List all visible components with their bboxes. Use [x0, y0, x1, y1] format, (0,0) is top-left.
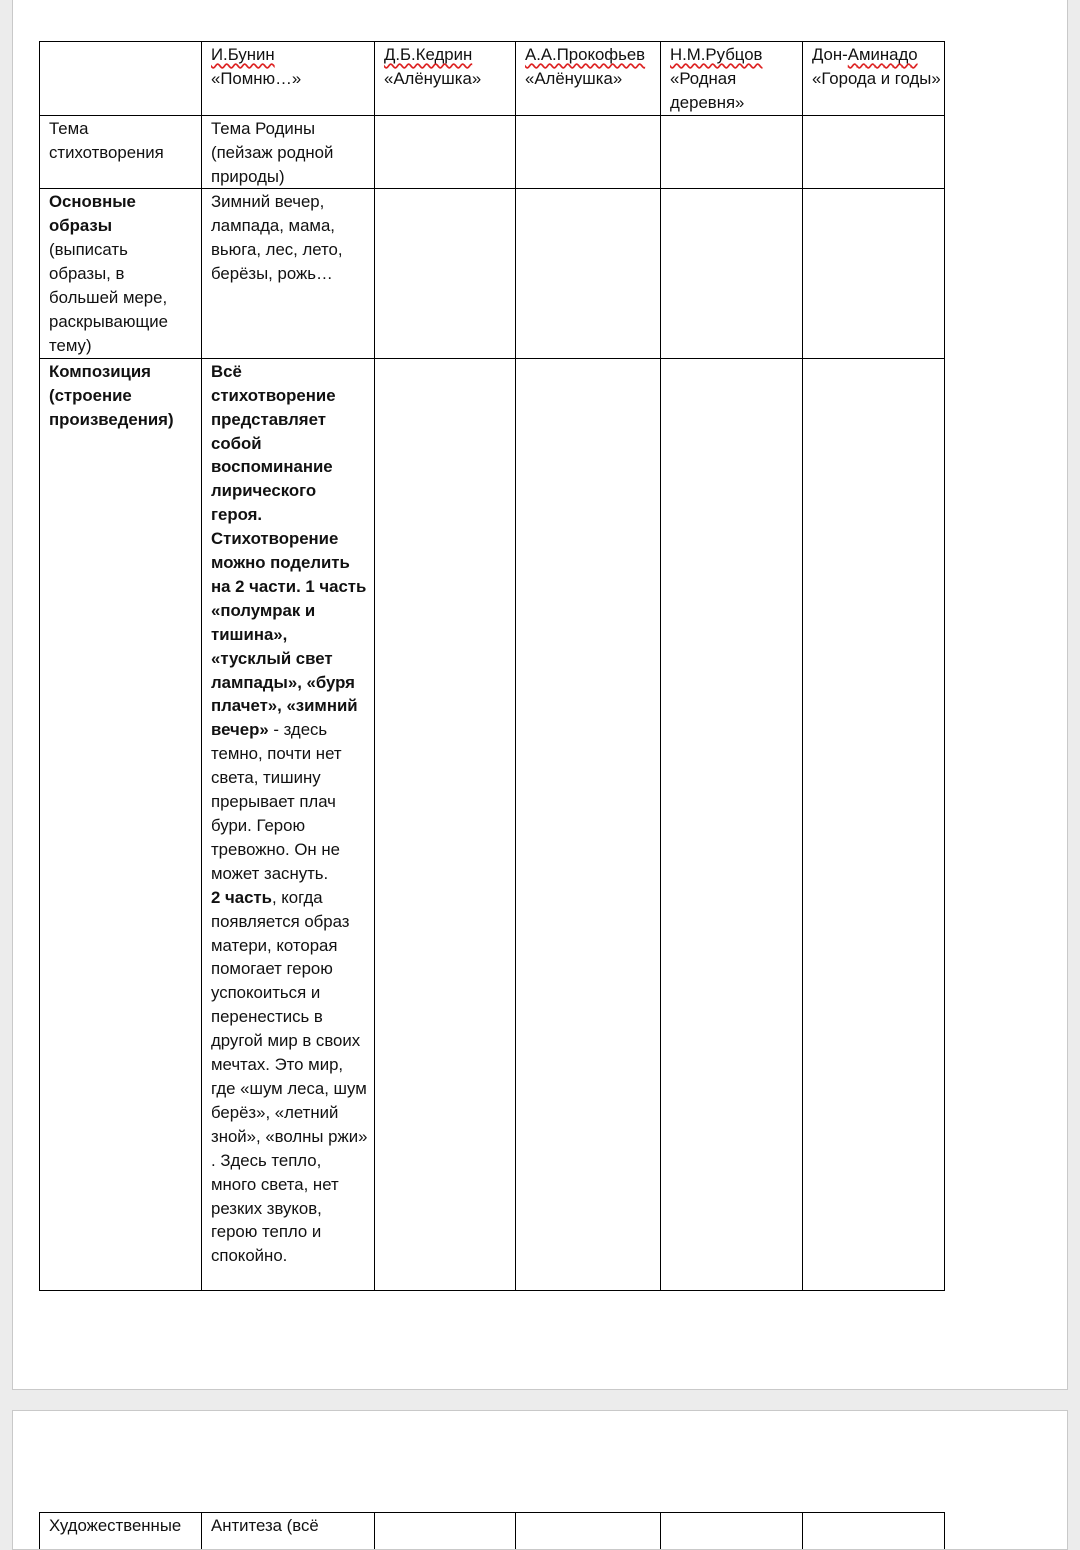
- cell-images-don-aminado[interactable]: [803, 189, 945, 358]
- header-poem-title: «Алёнушка»: [525, 69, 622, 88]
- cell-artistic-don-aminado[interactable]: [803, 1513, 945, 1550]
- header-author: Д.Б.Кедрин: [384, 45, 472, 64]
- cell-artistic-rubtsov[interactable]: [661, 1513, 803, 1550]
- table-row-theme: [40, 115, 945, 189]
- cell-artistic-prokofiev[interactable]: [516, 1513, 661, 1550]
- comparison-table: [39, 41, 945, 1291]
- table-row-images: [40, 189, 945, 358]
- comparison-table-continued: [39, 1512, 945, 1550]
- cell-artistic-kedrin[interactable]: [375, 1513, 516, 1550]
- row-label-composition[interactable]: Композиция (строение произведения): [40, 358, 202, 1290]
- composition-part2-heading: 2 часть: [211, 888, 272, 907]
- cell-artistic-bunin[interactable]: Антитеза (всё: [202, 1513, 375, 1550]
- row-label-artistic[interactable]: Художественные: [40, 1513, 202, 1550]
- header-author-suffix: Аминадо: [848, 45, 918, 64]
- cell-theme-don-aminado[interactable]: [803, 115, 945, 189]
- header-author: Н.М.Рубцов: [670, 45, 762, 64]
- header-prokofiev[interactable]: [516, 42, 661, 116]
- cell-images-rubtsov[interactable]: [661, 189, 803, 358]
- cell-composition-don-aminado[interactable]: [803, 358, 945, 1290]
- table-row-composition: [40, 358, 945, 1290]
- cell-images-kedrin[interactable]: [375, 189, 516, 358]
- row-label-theme[interactable]: Тема стихотворения: [40, 115, 202, 189]
- header-rubtsov[interactable]: [661, 42, 803, 116]
- cell-theme-prokofiev[interactable]: [516, 115, 661, 189]
- cell-images-bunin[interactable]: Зимний вечер, лампада, мама, вьюга, лес, лето, берёзы, рожь…: [202, 189, 375, 358]
- composition-part1-text: - здесь темно, почти нет света, тишину прерывает плач бури. Герою тревожно. Он не может заснуть.: [211, 720, 342, 882]
- header-author-prefix: Дон-: [812, 45, 848, 64]
- document-page-2: [12, 1410, 1068, 1550]
- table-row-artistic: [40, 1513, 945, 1550]
- header-don-aminado[interactable]: [803, 42, 945, 116]
- composition-part2-text: , когда появляется образ матери, которая помогает герою успокоиться и перенестись в другой мир в своих мечтах. Это мир, где «шум леса, шум берёз», «летний зной», «волны ржи» . Здесь тепло, много света, нет резких звуков, герою тепло и спокойно.: [211, 888, 367, 1266]
- cell-theme-rubtsov[interactable]: [661, 115, 803, 189]
- header-poem-title: «Города и годы»: [812, 69, 941, 88]
- table-header-row: [40, 42, 945, 116]
- cell-composition-rubtsov[interactable]: [661, 358, 803, 1290]
- header-author: А.А.Прокофьев: [525, 45, 645, 64]
- header-poem-title: «Родная деревня»: [670, 69, 744, 112]
- document-page-1: [12, 0, 1068, 1390]
- header-empty-cell: [40, 42, 202, 116]
- header-poem-title: «Помню…»: [211, 69, 301, 88]
- composition-part1-quotes: Всё стихотворение представляет собой воспоминание лирического героя. Стихотворение можно поделить на 2 части. 1 часть «полумрак и тишина», «тусклый свет лампады», «буря плачет», «зимний вечер»: [211, 362, 366, 740]
- header-kedrin[interactable]: [375, 42, 516, 116]
- cell-composition-prokofiev[interactable]: [516, 358, 661, 1290]
- row-label-images[interactable]: [40, 189, 202, 358]
- header-author: И.Бунин: [211, 45, 275, 64]
- row-label-images-bold: Основные образы: [49, 192, 136, 235]
- cell-composition-bunin[interactable]: [202, 358, 375, 1290]
- cell-composition-kedrin[interactable]: [375, 358, 516, 1290]
- cell-images-prokofiev[interactable]: [516, 189, 661, 358]
- header-poem-title: «Алёнушка»: [384, 69, 481, 88]
- cell-theme-bunin[interactable]: Тема Родины (пейзаж родной природы): [202, 115, 375, 189]
- header-bunin[interactable]: [202, 42, 375, 116]
- row-label-images-note: (выписать образы, в большей мере, раскрывающие тему): [49, 240, 168, 355]
- cell-theme-kedrin[interactable]: [375, 115, 516, 189]
